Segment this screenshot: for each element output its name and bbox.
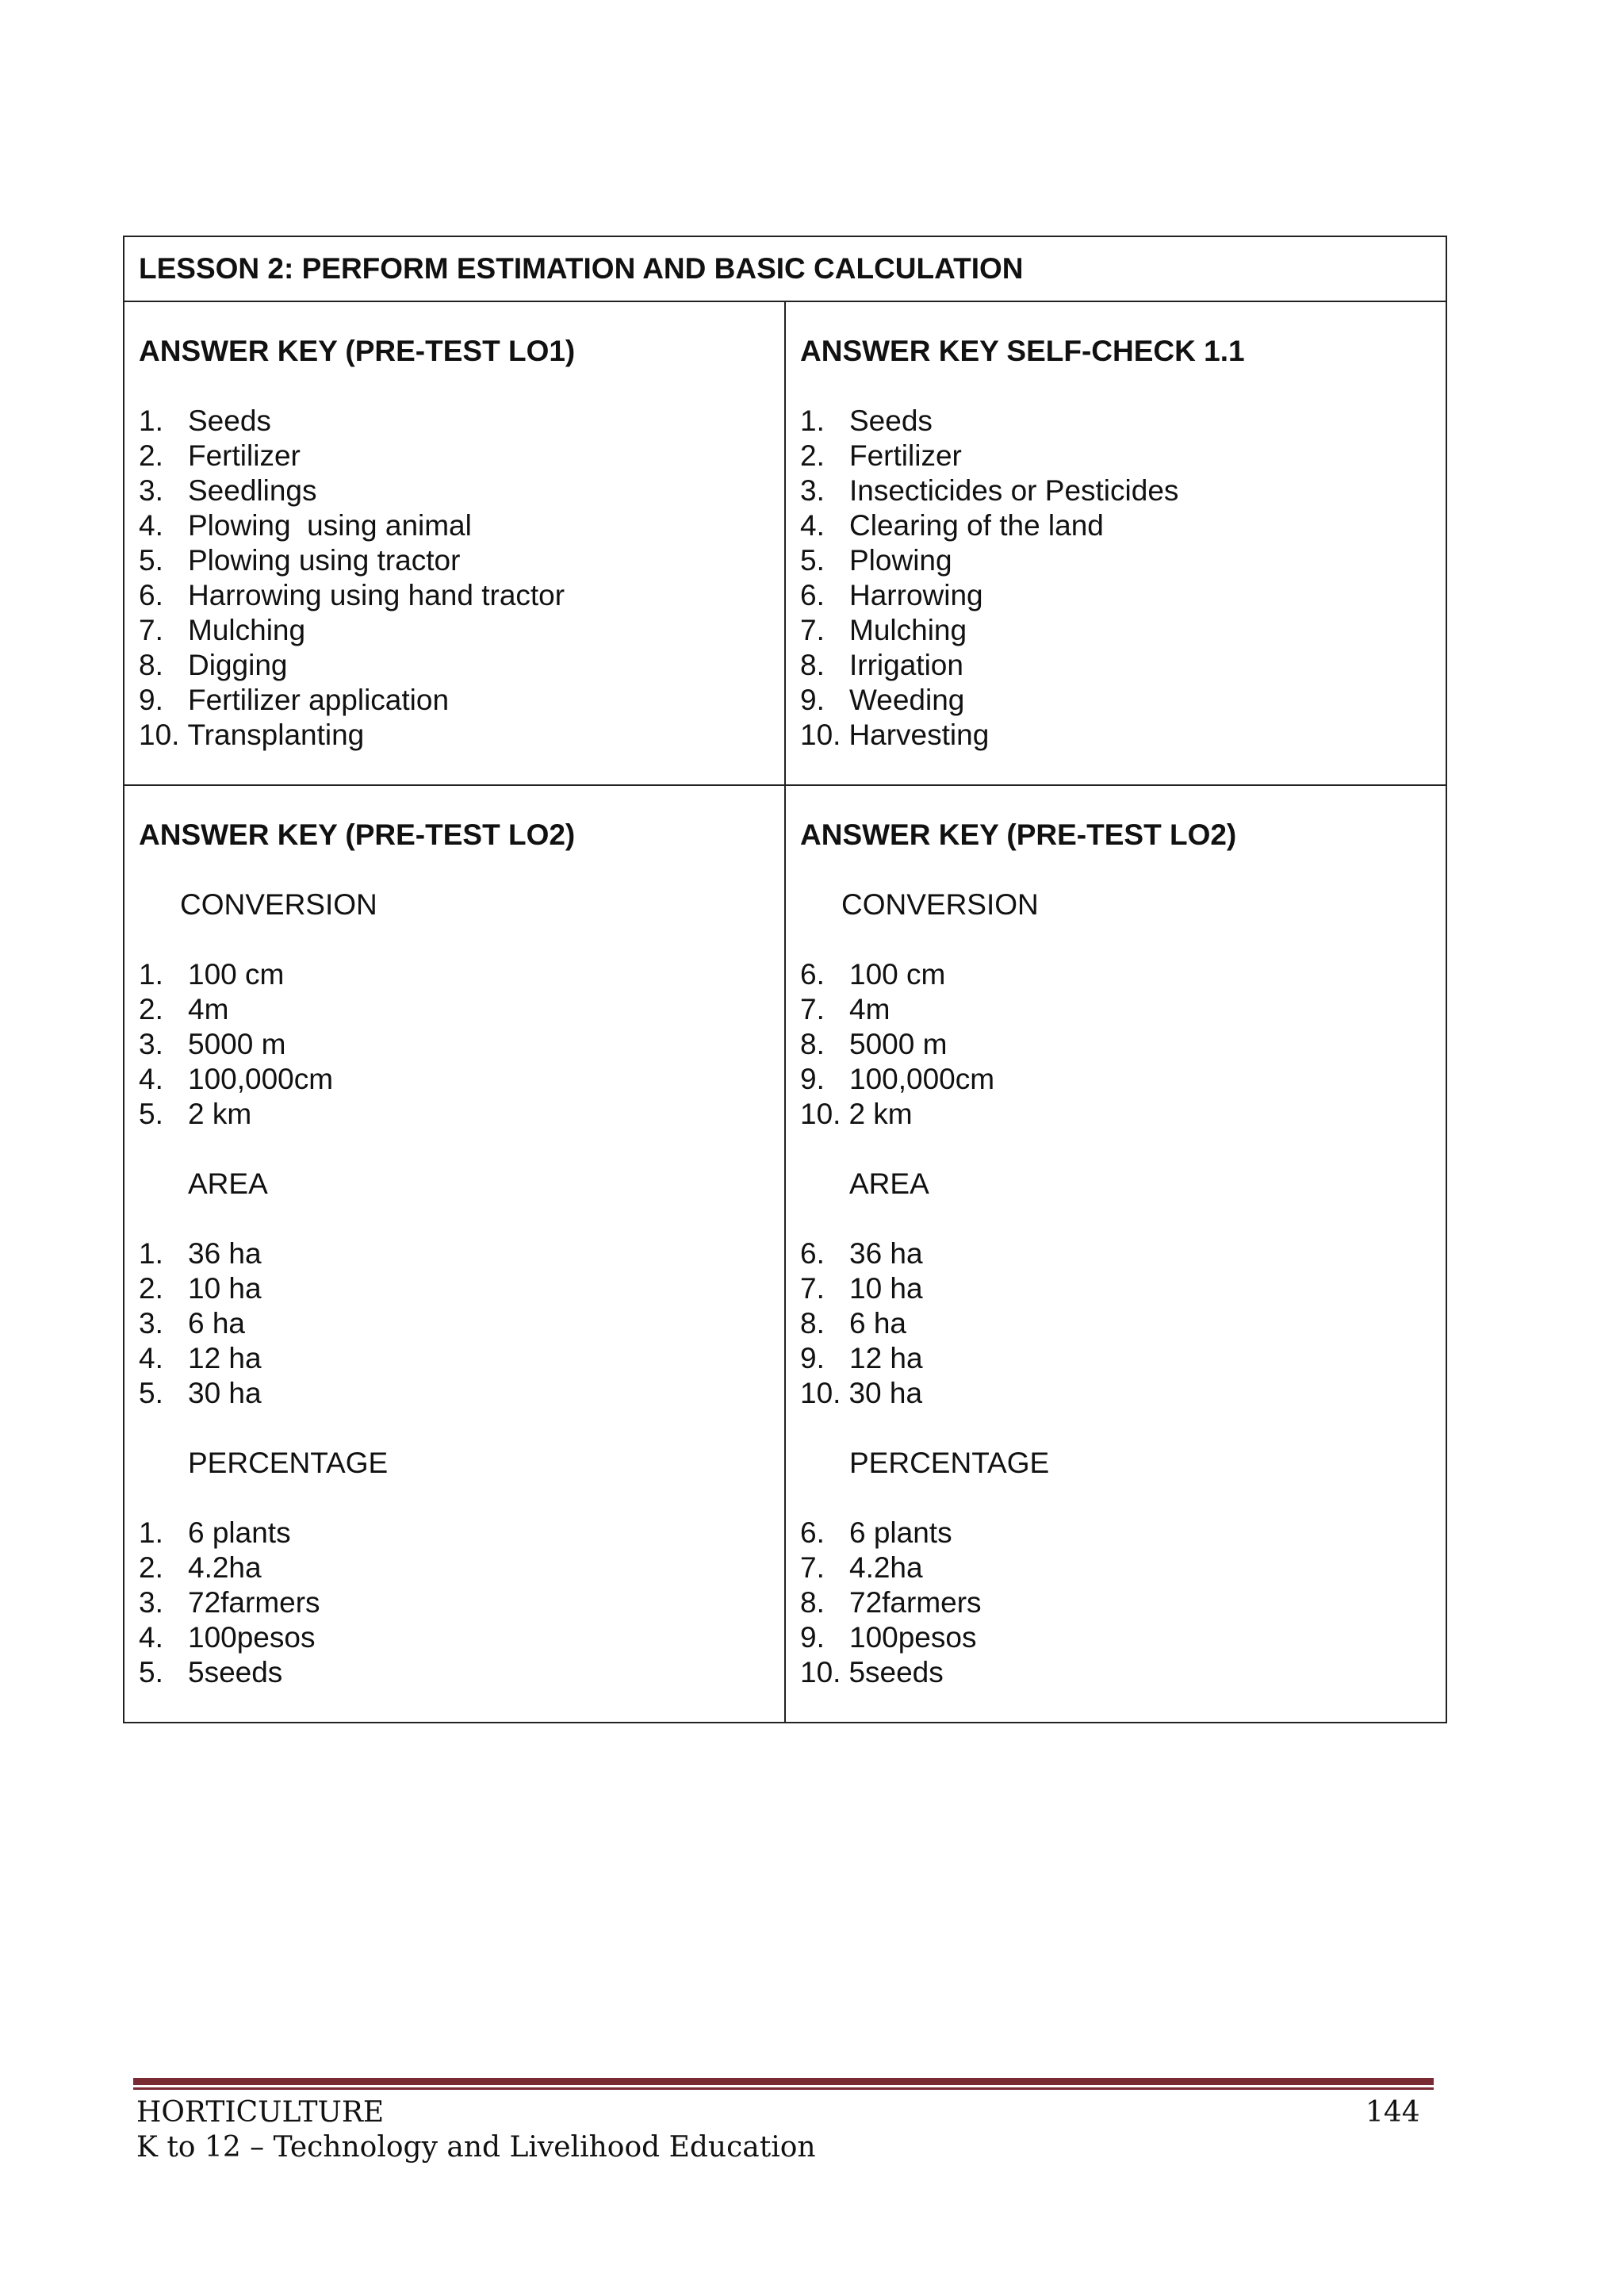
item-text: 5seeds — [188, 1656, 283, 1688]
item-number: 7. — [139, 614, 163, 646]
lesson-title-row — [124, 236, 1446, 301]
list-item — [139, 1620, 770, 1655]
item-text: Transplanting — [187, 719, 365, 751]
item-text: 72farmers — [849, 1586, 982, 1619]
list-item — [139, 439, 770, 473]
list-item — [800, 543, 1431, 578]
list-item — [139, 957, 770, 992]
item-number: 1. — [139, 1516, 163, 1549]
item-number: 6. — [800, 958, 825, 991]
item-number: 10. — [800, 1656, 841, 1688]
item-text: 6 ha — [849, 1307, 907, 1340]
item-text: 100,000cm — [849, 1063, 995, 1095]
item-number: 8. — [800, 649, 825, 681]
lo2-right-cell — [785, 785, 1446, 1723]
item-text: 2 km — [848, 1098, 913, 1130]
list-item — [800, 1027, 1431, 1062]
item-text: 2 km — [188, 1098, 252, 1130]
item-text: 100pesos — [188, 1621, 316, 1654]
list-item — [139, 1376, 770, 1411]
item-number: 1. — [139, 404, 163, 437]
item-number: 7. — [800, 1272, 825, 1305]
item-number: 7. — [800, 1551, 825, 1584]
item-number: 5. — [800, 544, 825, 577]
item-text: Harrowing — [849, 579, 983, 611]
item-number: 2. — [139, 1551, 163, 1584]
list-item — [139, 718, 770, 753]
item-number: 9. — [139, 684, 163, 716]
list-item — [139, 1655, 770, 1690]
lo1-right-list — [800, 404, 1431, 753]
item-text: Plowing using tractor — [188, 544, 461, 577]
list-item — [139, 1516, 770, 1550]
lo1-right-cell — [785, 301, 1446, 785]
item-number: 7. — [800, 993, 825, 1025]
list-item — [800, 1341, 1431, 1376]
item-text: 4m — [849, 993, 891, 1025]
list-item — [800, 1655, 1431, 1690]
item-text: 5000 m — [849, 1028, 948, 1060]
list-item — [800, 648, 1431, 683]
footer-rule-thick — [133, 2078, 1434, 2085]
list-item — [800, 957, 1431, 992]
item-text: Harrowing using hand tractor — [188, 579, 565, 611]
item-number: 9. — [800, 684, 825, 716]
item-number: 1. — [139, 958, 163, 991]
list-item — [139, 1097, 770, 1132]
item-text: 100pesos — [849, 1621, 977, 1654]
item-number: 2. — [139, 1272, 163, 1305]
list-item — [139, 473, 770, 508]
list-item — [139, 992, 770, 1027]
item-number: 3. — [139, 1307, 163, 1340]
list-item — [800, 1271, 1431, 1306]
item-text: 4.2ha — [849, 1551, 923, 1584]
item-number: 5. — [139, 1098, 163, 1130]
item-text: 6 plants — [849, 1516, 952, 1549]
item-number: 8. — [800, 1586, 825, 1619]
list-item — [800, 578, 1431, 613]
list-item — [800, 1236, 1431, 1271]
list-item — [800, 1097, 1431, 1132]
item-text: Digging — [188, 649, 288, 681]
list-item — [800, 718, 1431, 753]
item-text: Fertilizer — [188, 439, 301, 472]
item-text: 30 ha — [848, 1377, 923, 1409]
lo1-left-list — [139, 404, 770, 753]
list-item — [800, 473, 1431, 508]
item-text: 5000 m — [188, 1028, 286, 1060]
item-number: 10. — [139, 719, 180, 751]
lo2-left-area-list — [139, 1236, 770, 1411]
lesson-title: LESSON 2: PERFORM ESTIMATION AND BASIC CALCULATION — [124, 236, 1446, 301]
lo2-left-percentage-list — [139, 1516, 770, 1690]
item-number: 1. — [139, 1237, 163, 1270]
item-text: 5seeds — [848, 1656, 944, 1688]
lo1-left-cell — [124, 301, 785, 785]
item-text: Irrigation — [849, 649, 963, 681]
list-item — [800, 1062, 1431, 1097]
lo1-left-heading: ANSWER KEY (PRE-TEST LO1) — [139, 335, 576, 367]
list-item — [800, 1550, 1431, 1585]
lo2-right-percentage-label: PERCENTAGE — [849, 1447, 1050, 1479]
list-item — [139, 543, 770, 578]
footer-rule-thin — [133, 2087, 1434, 2090]
list-item — [800, 613, 1431, 648]
item-text: Seeds — [849, 404, 933, 437]
item-number: 3. — [139, 474, 163, 507]
item-text: Mulching — [188, 614, 306, 646]
item-text: 30 ha — [188, 1377, 262, 1409]
item-text: 12 ha — [849, 1342, 923, 1374]
item-number: 4. — [139, 1342, 163, 1374]
item-number: 9. — [800, 1063, 825, 1095]
list-item — [139, 404, 770, 439]
item-number: 7. — [800, 614, 825, 646]
lo2-left-cell — [124, 785, 785, 1723]
lo2-right-percentage-list — [800, 1516, 1431, 1690]
item-number: 5. — [139, 544, 163, 577]
list-item — [800, 1306, 1431, 1341]
item-text: Seeds — [188, 404, 271, 437]
item-number: 3. — [800, 474, 825, 507]
item-number: 2. — [139, 993, 163, 1025]
list-item — [800, 992, 1431, 1027]
list-item — [800, 1516, 1431, 1550]
item-number: 2. — [139, 439, 163, 472]
item-number: 5. — [139, 1656, 163, 1688]
list-item — [139, 1062, 770, 1097]
lo2-left-conversion-list — [139, 957, 770, 1132]
lo2-right-area-list — [800, 1236, 1431, 1411]
lo1-row — [124, 301, 1446, 785]
item-number: 4. — [139, 509, 163, 542]
list-item — [139, 1585, 770, 1620]
footer-subject: HORTICULTURE — [136, 2096, 385, 2129]
item-text: Harvesting — [848, 719, 990, 751]
item-text: Weeding — [849, 684, 965, 716]
item-number: 6. — [800, 1516, 825, 1549]
page-number: 144 — [1365, 2096, 1420, 2129]
item-text: Mulching — [849, 614, 967, 646]
item-text: 36 ha — [188, 1237, 262, 1270]
item-number: 8. — [800, 1307, 825, 1340]
item-text: Plowing — [849, 544, 952, 577]
item-text: Fertilizer application — [188, 684, 450, 716]
list-item — [139, 1271, 770, 1306]
lo2-left-heading: ANSWER KEY (PRE-TEST LO2) — [139, 818, 576, 851]
item-number: 4. — [139, 1621, 163, 1654]
item-number: 10. — [800, 1098, 841, 1130]
list-item — [800, 404, 1431, 439]
lo2-right-area-label: AREA — [849, 1167, 929, 1200]
lo2-left-percentage-label: PERCENTAGE — [188, 1447, 389, 1479]
list-item — [800, 1585, 1431, 1620]
item-text: Insecticides or Pesticides — [849, 474, 1179, 507]
item-number: 2. — [800, 439, 825, 472]
item-number: 4. — [800, 509, 825, 542]
item-number: 8. — [800, 1028, 825, 1060]
lo2-row — [124, 785, 1446, 1723]
item-text: Clearing of the land — [849, 509, 1104, 542]
lo2-right-heading: ANSWER KEY (PRE-TEST LO2) — [800, 818, 1237, 851]
list-item — [139, 648, 770, 683]
lo1-right-heading: ANSWER KEY SELF-CHECK 1.1 — [800, 335, 1245, 367]
item-text: 100 cm — [188, 958, 285, 991]
list-item — [139, 1306, 770, 1341]
list-item — [800, 1620, 1431, 1655]
item-text: Fertilizer — [849, 439, 962, 472]
lo2-right-conversion-list — [800, 957, 1431, 1132]
lo2-left-area-label: AREA — [188, 1167, 268, 1200]
lo2-left-conversion-label: CONVERSION — [180, 888, 377, 921]
lo2-right-conversion-label: CONVERSION — [841, 888, 1039, 921]
item-number: 8. — [139, 649, 163, 681]
footer-course: K to 12 – Technology and Livelihood Education — [136, 2131, 816, 2164]
list-item — [800, 508, 1431, 543]
list-item — [800, 683, 1431, 718]
item-number: 6. — [800, 1237, 825, 1270]
list-item — [800, 1376, 1431, 1411]
list-item — [139, 683, 770, 718]
item-number: 3. — [139, 1028, 163, 1060]
item-number: 10. — [800, 719, 841, 751]
item-number: 5. — [139, 1377, 163, 1409]
item-text: 6 plants — [188, 1516, 291, 1549]
item-text: Seedlings — [188, 474, 317, 507]
item-text: Plowing using animal — [188, 509, 472, 542]
item-number: 9. — [800, 1621, 825, 1654]
list-item — [800, 439, 1431, 473]
item-text: 4m — [188, 993, 229, 1025]
item-text: 100 cm — [849, 958, 946, 991]
list-item — [139, 508, 770, 543]
list-item — [139, 1027, 770, 1062]
list-item — [139, 1341, 770, 1376]
item-text: 100,000cm — [188, 1063, 334, 1095]
item-text: 4.2ha — [188, 1551, 262, 1584]
item-text: 10 ha — [849, 1272, 923, 1305]
list-item — [139, 1550, 770, 1585]
list-item — [139, 1236, 770, 1271]
item-text: 10 ha — [188, 1272, 262, 1305]
item-text: 6 ha — [188, 1307, 246, 1340]
item-number: 3. — [139, 1586, 163, 1619]
list-item — [139, 613, 770, 648]
item-number: 9. — [800, 1342, 825, 1374]
item-text: 72farmers — [188, 1586, 320, 1619]
item-text: 12 ha — [188, 1342, 262, 1374]
item-number: 4. — [139, 1063, 163, 1095]
item-text: 36 ha — [849, 1237, 923, 1270]
item-number: 1. — [800, 404, 825, 437]
list-item — [139, 578, 770, 613]
item-number: 6. — [139, 579, 163, 611]
item-number: 6. — [800, 579, 825, 611]
answer-key-table — [123, 236, 1447, 1723]
item-number: 10. — [800, 1377, 841, 1409]
